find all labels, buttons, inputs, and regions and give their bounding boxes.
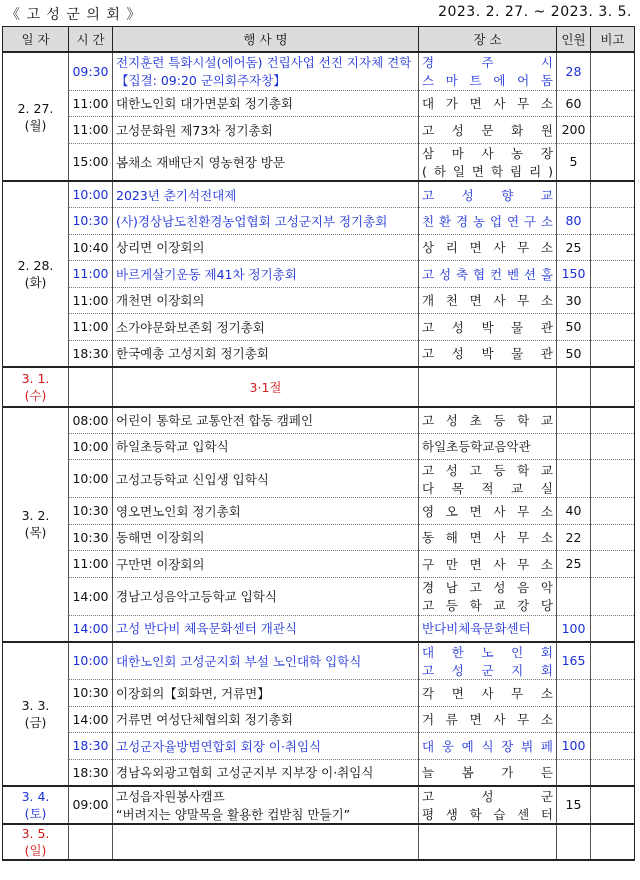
note-cell xyxy=(591,143,635,181)
place-line1: 경 주 시 xyxy=(422,55,553,71)
header-place: 장 소 xyxy=(419,27,557,53)
date-line2: (화) xyxy=(24,274,47,290)
note-cell xyxy=(591,261,635,288)
note-cell xyxy=(591,314,635,341)
time-cell: 10:00 xyxy=(69,433,113,460)
document-title: 《 고 성 군 의 회 》 xyxy=(6,7,142,23)
event-cell xyxy=(113,314,419,341)
event-name-line1: 고성고등학교 신입생 입학식 xyxy=(116,471,269,487)
event-cell xyxy=(113,642,419,680)
document-header xyxy=(0,0,640,26)
event-cell xyxy=(113,615,419,642)
people-cell: 22 xyxy=(557,524,591,551)
schedule-table xyxy=(2,26,635,861)
people-cell: 25 xyxy=(557,551,591,578)
date-line2: (금) xyxy=(24,714,47,730)
place-cell xyxy=(419,498,557,525)
place-line2: ( 하 일 면 학 림 리 ) xyxy=(422,163,553,179)
note-cell xyxy=(591,407,635,434)
event-cell xyxy=(113,680,419,707)
event-name-line1: 거류면 여성단체협의회 정기총회 xyxy=(116,712,293,728)
place-cell xyxy=(419,367,557,407)
event-cell xyxy=(113,407,419,434)
time-cell: 09:00 xyxy=(69,786,113,824)
header-people: 인원 xyxy=(557,27,591,53)
place-line1: 하일초등학교음악관 xyxy=(422,439,531,455)
people-cell: 50 xyxy=(557,314,591,341)
event-cell xyxy=(113,90,419,117)
place-cell xyxy=(419,117,557,144)
time-cell xyxy=(69,367,113,407)
event-name-line1: 이장회의【회화면, 거류면】 xyxy=(116,685,270,701)
place-line1: 삼 마 사 농 장 xyxy=(422,145,553,161)
table-row xyxy=(3,577,635,615)
table-row xyxy=(3,824,635,860)
event-name-line1: 하일초등학교 입학식 xyxy=(116,439,229,455)
time-cell: 14:00 xyxy=(69,577,113,615)
place-line1: 친 환 경 농 업 연 구 소 xyxy=(422,213,553,229)
table-row xyxy=(3,759,635,786)
event-name-line1: 봄채소 재배단지 영농현장 방문 xyxy=(116,154,285,170)
event-name-line1: 고성군자율방범연합회 회장 이·취임식 xyxy=(116,738,322,754)
place-line1: 고 성 고 등 학 교 xyxy=(422,462,553,478)
date-line2: (수) xyxy=(24,387,47,403)
place-cell xyxy=(419,340,557,367)
table-row xyxy=(3,143,635,181)
event-name-line1: 경남고성음악고등학교 입학식 xyxy=(116,589,277,604)
place-line1: 각 면 사 무 소 xyxy=(422,685,553,701)
table-row xyxy=(3,52,635,90)
place-line1: 반다비체육문화센터 xyxy=(422,621,531,636)
people-cell: 80 xyxy=(557,208,591,235)
table-row xyxy=(3,615,635,642)
event-name-line1: 대한노인회 대가면분회 정기총회 xyxy=(116,96,293,112)
place-cell xyxy=(419,90,557,117)
place-line1: 대 웅 예 식 장 뷔 페 xyxy=(422,738,553,754)
time-cell: 10:40 xyxy=(69,234,113,261)
note-cell xyxy=(591,433,635,460)
event-name-line1: 영오면노인회 정기총회 xyxy=(116,503,241,519)
table-row xyxy=(3,208,635,235)
place-cell xyxy=(419,460,557,498)
place-line1: 고 성 향 교 xyxy=(422,187,553,203)
event-cell xyxy=(113,460,419,498)
event-cell xyxy=(113,181,419,208)
place-cell xyxy=(419,733,557,760)
place-line1: 경 남 고 성 음 악 xyxy=(422,580,553,595)
place-cell xyxy=(419,706,557,733)
event-name-line1: 대한노인회 고성군지회 부설 노인대학 입학식 xyxy=(116,653,362,669)
time-cell: 08:00 xyxy=(69,407,113,434)
date-line2: (토) xyxy=(24,805,47,821)
note-cell xyxy=(591,551,635,578)
event-name-line1: 고성문화원 제73차 정기총회 xyxy=(116,122,273,138)
date-cell xyxy=(3,824,69,860)
place-cell xyxy=(419,433,557,460)
people-cell xyxy=(557,706,591,733)
date-line2: (일) xyxy=(24,842,47,858)
place-line2: 고 성 군 지 회 xyxy=(422,662,553,678)
people-cell: 25 xyxy=(557,234,591,261)
place-line1: 늘 봄 가 든 xyxy=(422,765,553,780)
place-line1: 동 해 면 사 무 소 xyxy=(422,530,553,546)
date-line1: 2. 28. xyxy=(17,257,54,273)
holiday-row xyxy=(3,367,635,407)
place-cell xyxy=(419,642,557,680)
event-name-line1: 한국예총 고성지회 정기총회 xyxy=(116,346,269,361)
place-cell xyxy=(419,680,557,707)
note-cell xyxy=(591,340,635,367)
place-line1: 구 만 면 사 무 소 xyxy=(422,556,553,572)
table-row xyxy=(3,433,635,460)
table-row xyxy=(3,261,635,288)
table-row xyxy=(3,524,635,551)
place-cell xyxy=(419,181,557,208)
event-name-line1: 전지훈련 특화시설(에어돔) 건립사업 선진 지자체 견학 xyxy=(116,55,412,71)
event-cell xyxy=(113,287,419,314)
date-cell xyxy=(3,367,69,407)
people-cell xyxy=(557,577,591,615)
header-date: 일 자 xyxy=(3,27,69,53)
time-cell: 11:00 xyxy=(69,551,113,578)
header-event: 행 사 명 xyxy=(113,27,419,53)
place-cell xyxy=(419,261,557,288)
date-line1: 3. 2. xyxy=(21,508,50,523)
table-row xyxy=(3,680,635,707)
date-line1: 3. 3. xyxy=(21,697,50,713)
note-cell xyxy=(591,759,635,786)
event-name-line1: 개천면 이장회의 xyxy=(116,293,205,309)
people-cell xyxy=(557,433,591,460)
time-cell xyxy=(69,824,113,860)
place-line1: 거 류 면 사 무 소 xyxy=(422,712,553,728)
event-name-line1: 어린이 통학로 교통안전 합동 캠페인 xyxy=(116,413,314,428)
table-row xyxy=(3,706,635,733)
people-cell: 15 xyxy=(557,786,591,824)
time-cell: 14:00 xyxy=(69,615,113,642)
place-line1: 개 천 면 사 무 소 xyxy=(422,293,553,309)
note-cell xyxy=(591,824,635,860)
table-row xyxy=(3,340,635,367)
note-cell xyxy=(591,706,635,733)
time-cell: 09:30 xyxy=(69,52,113,90)
place-cell xyxy=(419,524,557,551)
note-cell xyxy=(591,181,635,208)
place-cell xyxy=(419,314,557,341)
time-cell: 11:00 xyxy=(69,90,113,117)
people-cell: 100 xyxy=(557,733,591,760)
date-cell xyxy=(3,407,69,642)
time-cell: 10:00 xyxy=(69,642,113,680)
note-cell xyxy=(591,524,635,551)
place-line1: 상 리 면 사 무 소 xyxy=(422,240,553,256)
schedule-period: 2023. 2. 27. ~ 2023. 3. 5. xyxy=(438,4,632,20)
table-row xyxy=(3,90,635,117)
place-cell xyxy=(419,551,557,578)
event-name-line2: 【집결: 09:20 군의회주자창】 xyxy=(116,73,286,89)
event-name-line1: 상리면 이장회의 xyxy=(116,240,205,256)
time-cell: 10:30 xyxy=(69,498,113,525)
place-line1: 영 오 면 사 무 소 xyxy=(422,503,553,519)
time-cell: 11:00 xyxy=(69,117,113,144)
table-row xyxy=(3,642,635,680)
time-cell: 11:00 xyxy=(69,287,113,314)
time-cell: 11:00 xyxy=(69,314,113,341)
note-cell xyxy=(591,90,635,117)
date-line2: (월) xyxy=(24,117,47,133)
place-line2: 평 생 학 습 센 터 xyxy=(422,806,553,822)
event-cell xyxy=(113,52,419,90)
date-cell xyxy=(3,52,69,181)
time-cell: 10:00 xyxy=(69,181,113,208)
date-cell xyxy=(3,181,69,367)
note-cell xyxy=(591,498,635,525)
place-cell xyxy=(419,234,557,261)
time-cell: 18:30 xyxy=(69,340,113,367)
event-cell xyxy=(113,551,419,578)
table-row xyxy=(3,314,635,341)
note-cell xyxy=(591,234,635,261)
table-row xyxy=(3,551,635,578)
people-cell: 100 xyxy=(557,615,591,642)
people-cell: 165 xyxy=(557,642,591,680)
people-cell: 60 xyxy=(557,90,591,117)
event-name-line1: 구만면 이장회의 xyxy=(116,556,205,572)
people-cell: 50 xyxy=(557,340,591,367)
event-cell xyxy=(113,208,419,235)
date-line2: (목) xyxy=(24,525,47,540)
place-cell xyxy=(419,208,557,235)
event-cell: 3·1절 xyxy=(113,367,419,407)
people-cell xyxy=(557,181,591,208)
date-line1: 3. 5. xyxy=(21,825,50,841)
place-cell xyxy=(419,786,557,824)
table-row xyxy=(3,287,635,314)
place-line1: 고 성 박 물 관 xyxy=(422,346,553,361)
place-line2: 스 마 트 에 어 돔 xyxy=(422,73,553,89)
people-cell xyxy=(557,367,591,407)
time-cell: 10:00 xyxy=(69,460,113,498)
time-cell: 18:30 xyxy=(69,733,113,760)
people-cell: 30 xyxy=(557,287,591,314)
people-cell xyxy=(557,824,591,860)
note-cell xyxy=(591,208,635,235)
event-cell xyxy=(113,340,419,367)
event-cell xyxy=(113,117,419,144)
note-cell xyxy=(591,117,635,144)
note-cell xyxy=(591,367,635,407)
people-cell: 200 xyxy=(557,117,591,144)
event-name-line1: 2023년 춘기석전대제 xyxy=(116,187,237,203)
event-name-line2: “버려지는 양말목을 활용한 컵받침 만들기” xyxy=(116,806,351,822)
header-time: 시 간 xyxy=(69,27,113,53)
event-cell xyxy=(113,261,419,288)
people-cell: 40 xyxy=(557,498,591,525)
people-cell: 5 xyxy=(557,143,591,181)
note-cell xyxy=(591,52,635,90)
table-row xyxy=(3,786,635,824)
people-cell: 28 xyxy=(557,52,591,90)
people-cell xyxy=(557,407,591,434)
time-cell: 10:30 xyxy=(69,680,113,707)
event-cell xyxy=(113,733,419,760)
header-note: 비고 xyxy=(591,27,635,53)
event-name-line1: 소가야문화보존회 정기총회 xyxy=(116,319,265,335)
table-row xyxy=(3,117,635,144)
event-name-line1: 동해면 이장회의 xyxy=(116,530,205,546)
place-line2: 다 목 적 교 실 xyxy=(422,480,553,496)
place-cell xyxy=(419,287,557,314)
people-cell: 150 xyxy=(557,261,591,288)
note-cell xyxy=(591,460,635,498)
place-line1: 고 성 초 등 학 교 xyxy=(422,413,553,428)
place-cell xyxy=(419,577,557,615)
place-line1: 고 성 군 xyxy=(422,788,553,804)
time-cell: 15:00 xyxy=(69,143,113,181)
event-cell xyxy=(113,433,419,460)
place-line1: 고 성 축 협 컨 벤 션 홀 xyxy=(422,266,553,282)
place-cell xyxy=(419,759,557,786)
place-cell xyxy=(419,52,557,90)
note-cell xyxy=(591,642,635,680)
table-header-row xyxy=(3,27,635,53)
place-line1: 대 한 노 인 회 xyxy=(422,644,553,660)
event-name-line1: 경남옥외광고협회 고성군지부 지부장 이·취임식 xyxy=(116,765,374,780)
event-cell xyxy=(113,824,419,860)
note-cell xyxy=(591,733,635,760)
note-cell xyxy=(591,786,635,824)
table-row xyxy=(3,234,635,261)
note-cell xyxy=(591,577,635,615)
people-cell xyxy=(557,680,591,707)
place-line2: 고 등 학 교 강 당 xyxy=(422,598,553,613)
event-cell xyxy=(113,759,419,786)
place-cell xyxy=(419,407,557,434)
people-cell xyxy=(557,759,591,786)
place-line1: 고 성 문 화 원 xyxy=(422,122,553,138)
event-name-line1: 바르게살기운동 제41차 정기총회 xyxy=(116,266,297,282)
place-line1: 고 성 박 물 관 xyxy=(422,319,553,335)
event-cell xyxy=(113,524,419,551)
date-cell xyxy=(3,642,69,786)
table-row xyxy=(3,733,635,760)
place-cell xyxy=(419,143,557,181)
table-row xyxy=(3,407,635,434)
event-cell xyxy=(113,143,419,181)
event-cell xyxy=(113,786,419,824)
place-line1: 대 가 면 사 무 소 xyxy=(422,96,553,112)
note-cell xyxy=(591,680,635,707)
event-cell xyxy=(113,577,419,615)
time-cell: 14:00 xyxy=(69,706,113,733)
date-line1: 3. 4. xyxy=(21,788,50,804)
time-cell: 18:30 xyxy=(69,759,113,786)
table-row xyxy=(3,181,635,208)
event-cell xyxy=(113,706,419,733)
place-cell xyxy=(419,615,557,642)
people-cell xyxy=(557,460,591,498)
note-cell xyxy=(591,615,635,642)
time-cell: 11:00 xyxy=(69,261,113,288)
time-cell: 10:30 xyxy=(69,524,113,551)
date-line1: 3. 1. xyxy=(21,370,50,386)
event-cell xyxy=(113,234,419,261)
date-cell xyxy=(3,786,69,824)
event-name-line1: (사)경상남도친환경농업협회 고성군지부 정기총회 xyxy=(116,213,388,229)
date-line1: 2. 27. xyxy=(17,100,54,116)
place-cell xyxy=(419,824,557,860)
table-row xyxy=(3,460,635,498)
time-cell: 10:30 xyxy=(69,208,113,235)
note-cell xyxy=(591,287,635,314)
table-row xyxy=(3,498,635,525)
event-name-line1: 고성읍자원봉사캠프 xyxy=(116,788,225,804)
event-cell xyxy=(113,498,419,525)
event-name-line1: 고성 반다비 체육문화센터 개관식 xyxy=(116,621,297,636)
